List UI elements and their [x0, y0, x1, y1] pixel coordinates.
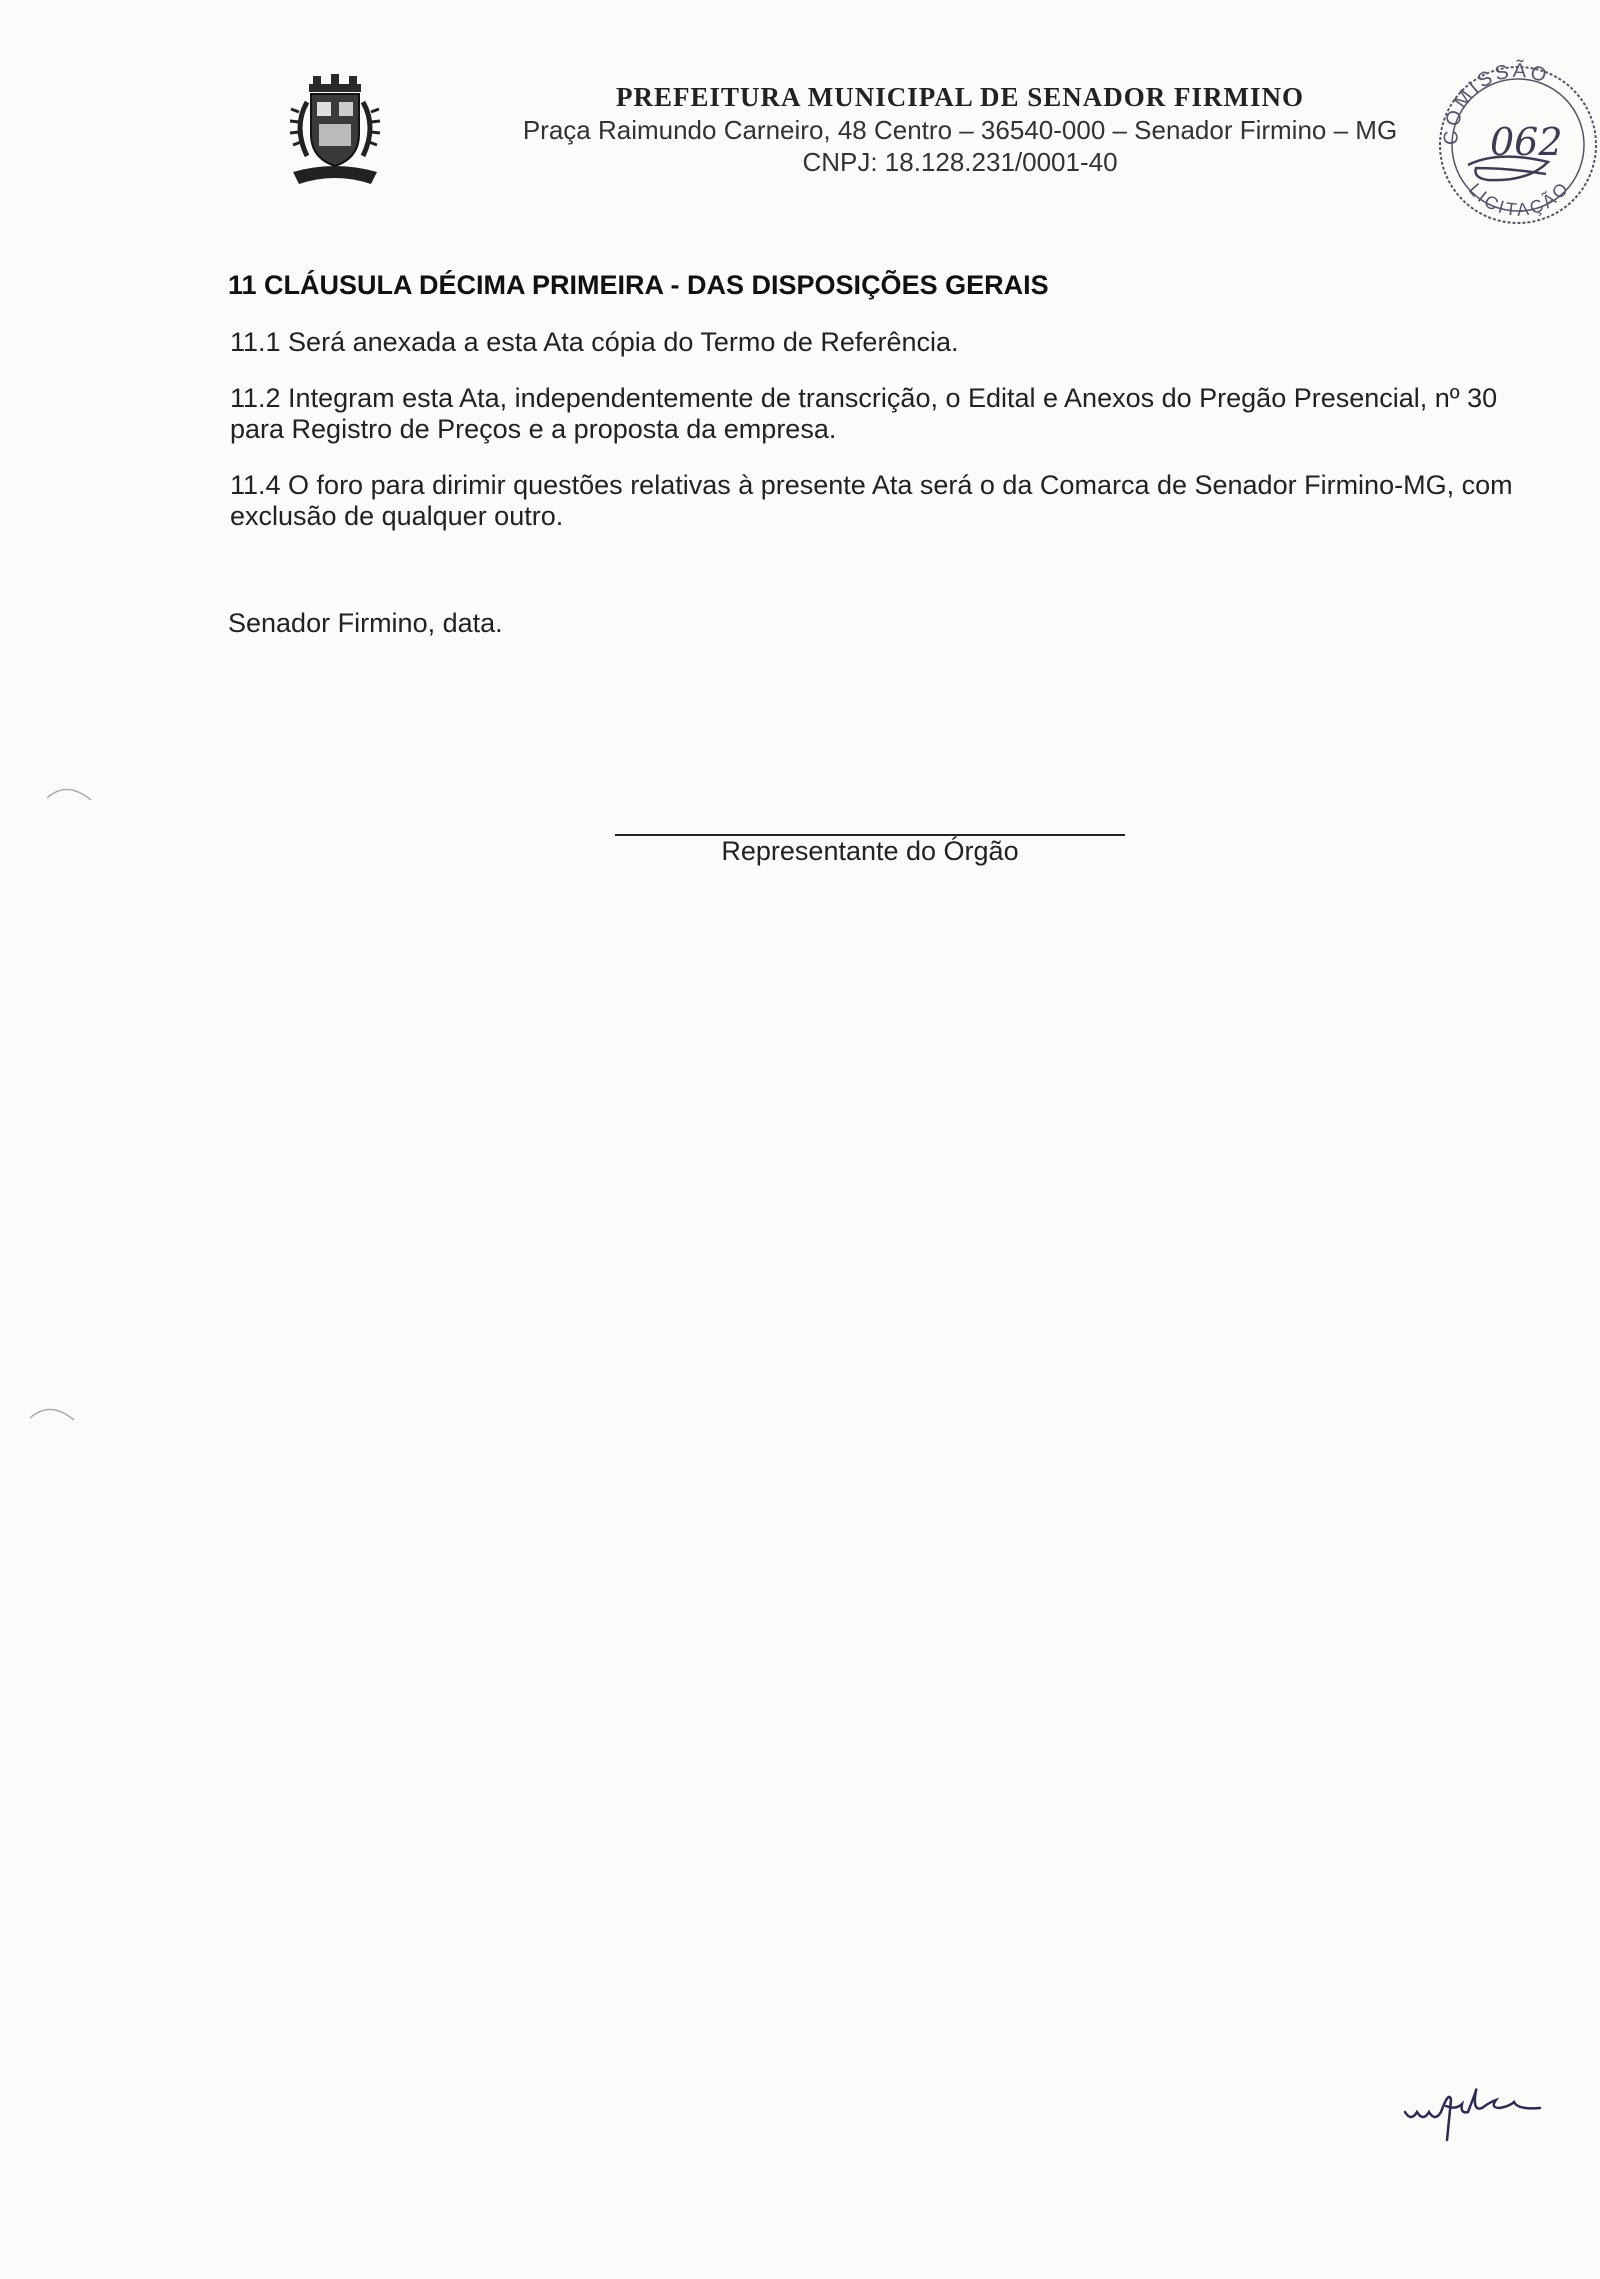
- clause-item-11-2: 11.2 Integram esta Ata, independentemente de transcrição, o Edital e Anexos do Pregão Presencial, nº 30 para Registro de Preços e a proposta da empresa.: [230, 383, 1498, 444]
- coat-of-arms-icon: [285, 72, 385, 190]
- stamp-number: 062: [1490, 120, 1563, 164]
- clause-title: 11 CLÁUSULA DÉCIMA PRIMEIRA - DAS DISPOSIÇÕES GERAIS: [228, 270, 1049, 300]
- organization-cnpj: CNPJ: 18.128.231/0001-40: [802, 147, 1118, 177]
- punch-hole-mark: [28, 1398, 78, 1424]
- handwritten-rubric-icon: [1400, 2080, 1570, 2150]
- clause-section: [228, 270, 1528, 557]
- city-date: Senador Firmino, data.: [228, 608, 503, 638]
- stamp-top-text: COMISSÃO: [1440, 59, 1553, 146]
- signature-label: Representante do Órgão: [721, 836, 1019, 866]
- organization-address: Praça Raimundo Carneiro, 48 Centro – 36540-000 – Senador Firmino – MG: [522, 115, 1398, 145]
- stamp-bottom-text: LICITAÇÃO: [1464, 176, 1575, 221]
- organization-name: PREFEITURA MUNICIPAL DE SENADOR FIRMINO: [615, 82, 1305, 112]
- punch-hole-mark: [45, 778, 95, 804]
- clause-item-11-1: 11.1 Será anexada a esta Ata cópia do Termo de Referência.: [230, 327, 959, 357]
- letterhead: [480, 80, 1440, 178]
- clause-item-11-4: 11.4 O foro para dirimir questões relativas à presente Ata será o da Comarca de Senador Firmino-MG, com exclusão de qualquer outro.: [230, 470, 1513, 531]
- commission-stamp-icon: [1428, 50, 1600, 230]
